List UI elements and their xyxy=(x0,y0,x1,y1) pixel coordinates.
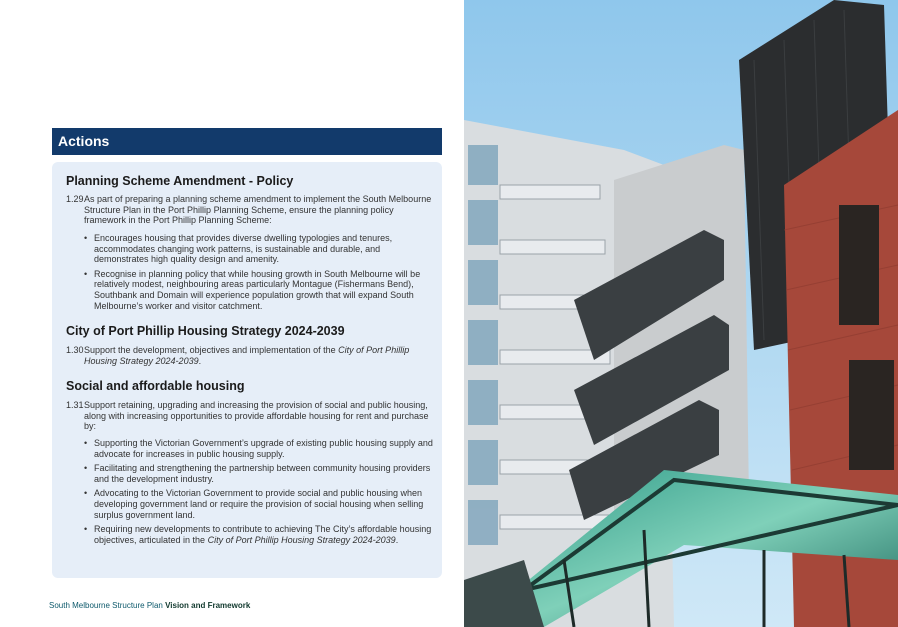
action-1-31 xyxy=(66,400,434,432)
action-text: As part of preparing a planning scheme amendment to implement the South Melbourne Structure Plan in the Port Phillip Planning Scheme, ensure the planning policy framework in the Port Phillip Planning Scheme: xyxy=(84,194,432,226)
action-1-30 xyxy=(66,345,434,366)
actions-header-title: Actions xyxy=(58,133,110,149)
list-item: • Advocating to the Victorian Government to provide social and public housing when developing government land or require the provision of social housing when selling surplus government land. xyxy=(84,488,434,520)
strategy-title-italic: City of Port Phillip Housing Strategy 2024-2039 xyxy=(84,345,410,366)
footer-doc-title: South Melbourne Structure Plan xyxy=(49,601,166,610)
apartment-buildings-image xyxy=(464,0,898,627)
list-item: • Recognise in planning policy that while housing growth in South Melbourne will be relatively modest, neighbouring areas particularly Montague (Fishermans Bend), Southbank and Domain will experience population growth that will expand South Melbourne’s worker and visitor catchment. xyxy=(84,269,434,311)
action-number: 1.29 xyxy=(66,194,84,204)
section-title-housing-strategy: City of Port Phillip Housing Strategy 2024-2039 xyxy=(66,324,345,338)
list-item: • Requiring new developments to contribute to achieving The City’s affordable housing objectives, articulated in the City of Port Phillip Housing Strategy 2024-2039. xyxy=(84,524,434,545)
building-photo xyxy=(464,0,898,627)
action-number: 1.30 xyxy=(66,345,84,355)
page-footer xyxy=(49,601,250,610)
list-item: • Encourages housing that provides diverse dwelling typologies and tenures, accommodates changing work patterns, is sustainable and durable, and demonstrates high quality design and amenity. xyxy=(84,233,434,265)
list-item: • Supporting the Victorian Government’s upgrade of existing public housing supply and advocate for increases in public housing supply. xyxy=(84,438,434,459)
action-number: 1.31 xyxy=(66,400,84,410)
actions-panel xyxy=(52,162,442,578)
footer-section-title: Vision and Framework xyxy=(165,601,251,610)
section-title-social-housing: Social and affordable housing xyxy=(66,379,245,393)
actions-header-bar xyxy=(52,128,442,155)
action-1-29 xyxy=(66,194,434,226)
bullet-list-1-29 xyxy=(84,233,434,315)
action-text: Support the development, objectives and implementation of the City of Port Phillip Housing Strategy 2024-2039. xyxy=(84,345,410,366)
action-text: Support retaining, upgrading and increasing the provision of social and public housing, along with increasing opportunities to provide affordable housing for rent and purchase by: xyxy=(84,400,429,432)
bullet-list-1-31 xyxy=(84,438,434,549)
list-item: • Facilitating and strengthening the partnership between community housing providers and the development industry. xyxy=(84,463,434,484)
section-title-planning: Planning Scheme Amendment - Policy xyxy=(66,174,294,188)
